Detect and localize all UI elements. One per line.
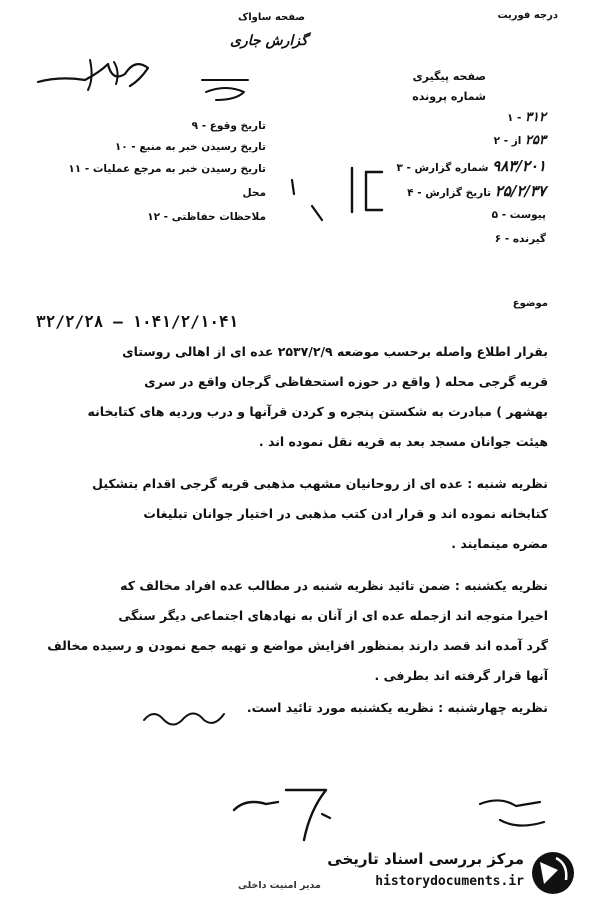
- form-left-row: تاریخ رسیدن خبر به منبع - ۱۰: [114, 141, 266, 153]
- form-right-row: پیوست - ۵: [491, 209, 546, 221]
- form-left-row: تاریخ رسیدن خبر به مرجع عملیات - ۱۱: [68, 163, 266, 175]
- handwritten-underline: [140, 700, 230, 730]
- body-line: اخیرا متوجه اند ازجمله عده ای از آنان به نهادهای اجتماعی دیگر سنگی: [118, 608, 548, 623]
- body-line: کتابخانه نموده اند و قرار ادن کتب مذهبی در اختیار جوانان تبلیغات: [143, 506, 548, 521]
- file-label: شماره پرونده: [412, 90, 486, 103]
- center-title: صفحه ساواک: [238, 12, 306, 23]
- signature-bottom-right: [470, 790, 560, 840]
- subject-label: موضوع: [512, 298, 548, 309]
- form-left-row: تاریخ وقوع - ۹: [191, 120, 266, 132]
- signature-top-left: [30, 50, 160, 100]
- body-line: آنها قرار گرفته اند بطرفی .: [374, 668, 548, 683]
- body-line: بهشهر ) مبادرت به شکستن پنجره و کردن قرآنها و درب وردیه های کتابخانه: [87, 404, 548, 419]
- form-left-row: محل: [242, 187, 266, 199]
- body-line: نظریه چهارشنبه : نظریه یکشنبه مورد تائید است.: [246, 700, 548, 715]
- body-line: نظریه شنبه : عده ای از روحانیان مشهب مذهبی قریه گرجی اقدام بتشکیل: [92, 476, 548, 491]
- body-line: مضره مینمایند .: [451, 536, 548, 551]
- body-line: قریه گرجی محله ( واقع در حوزه استحفاظی گرجان واقع در سری: [144, 374, 548, 389]
- watermark-logo-icon: [528, 848, 578, 898]
- body-line: بقرار اطلاع واصله برحسب موضعه ۲۵۳۷/۲/۹ عده ای از اهالی روستای: [122, 344, 548, 359]
- center-subtitle: گزارش جاری: [230, 33, 308, 49]
- subject-reference: ۳۲/۲/۲۸ — ۱۰۴۱/۲/۱۰۴۱: [36, 312, 239, 331]
- body-line: نظریه یکشنبه : ضمن تائید نظریه شنبه در مطالب عده افراد مخالف که: [120, 578, 548, 593]
- watermark-url: historydocuments.ir: [375, 874, 524, 889]
- form-right-row: ۲۵/۲/۳۷ تاریخ گزارش - ۴: [407, 182, 546, 200]
- form-right-row: ۲۵۳ از - ۲: [493, 133, 546, 148]
- handwritten-mark-top: [196, 70, 256, 110]
- form-right-row: ۳۱۲ - ۱: [506, 110, 546, 125]
- bottom-label: مدیر امنیت داخلی: [238, 880, 321, 891]
- watermark: [318, 846, 580, 904]
- body-line: هیئت جوانان مسجد بعد به قریه نقل نموده اند .: [258, 434, 548, 449]
- handwritten-strokes-form: [282, 160, 392, 230]
- page-label: صفحه پیگیری: [412, 70, 486, 83]
- form-right-row: گیرنده - ۶: [494, 233, 546, 245]
- form-left-row: ملاحظات حفاظتی - ۱۲: [147, 211, 266, 223]
- top-right-label: درجه فوریت: [497, 10, 558, 21]
- form-right-row: ۹۸۳/۲۰۱ شماره گزارش - ۳: [396, 157, 546, 175]
- signature-bottom: [226, 780, 356, 850]
- watermark-title: مرکز بررسی اسناد تاریخی: [327, 850, 524, 868]
- body-line: گرد آمده اند قصد دارند بمنظور افزایش مواضع و تهیه جمع نمودن و رسیده مخالف: [47, 638, 548, 653]
